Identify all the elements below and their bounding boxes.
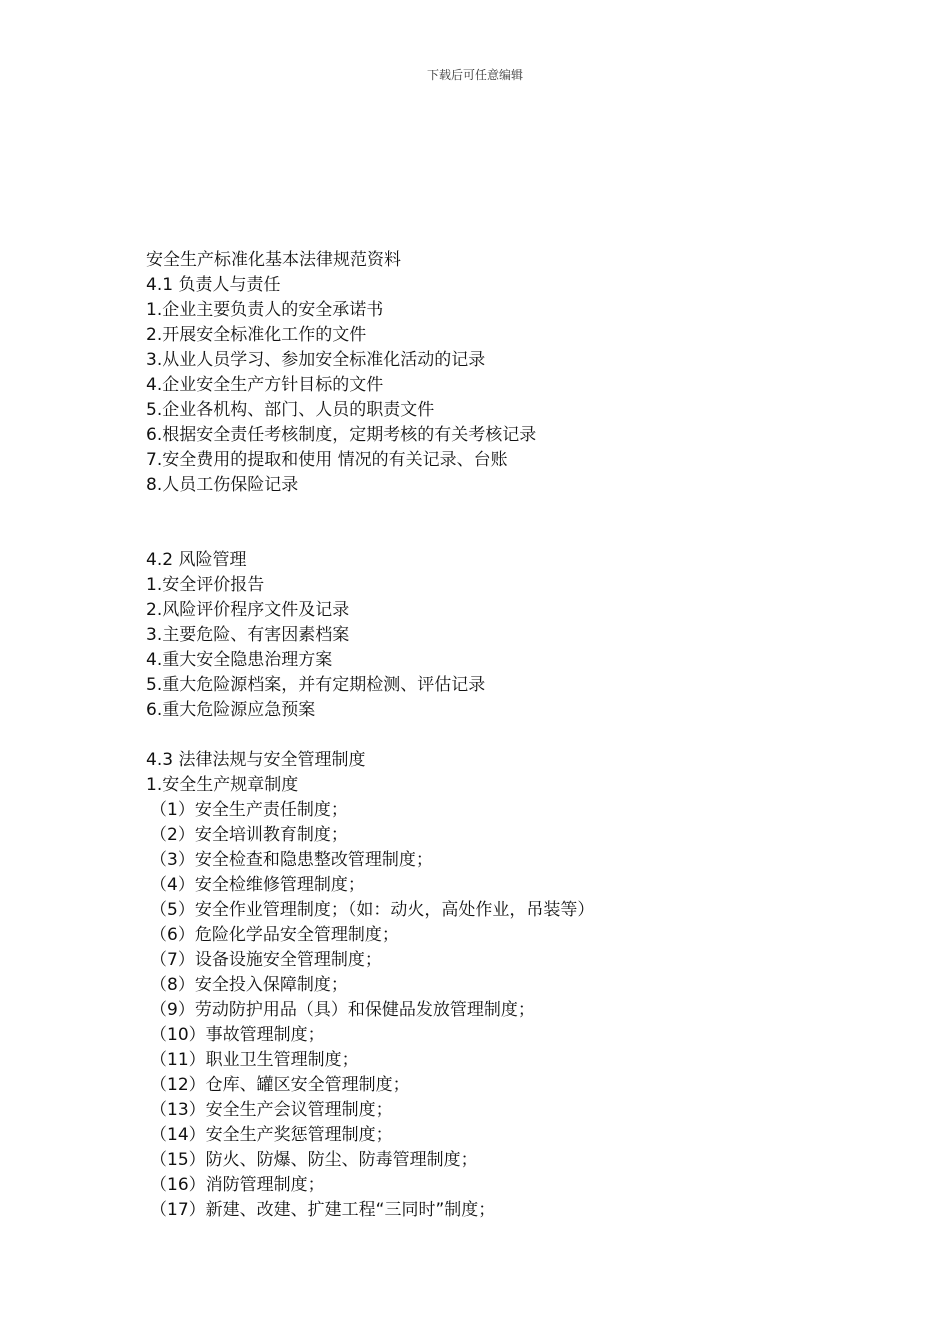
- list-item: 7.安全费用的提取和使用 情况的有关记录、台账: [146, 450, 508, 470]
- sub-list-item: （7）设备设施安全管理制度；: [150, 950, 382, 970]
- list-item: 4.企业安全生产方针目标的文件: [146, 375, 384, 395]
- sub-list-item: （12）仓库、罐区安全管理制度；: [150, 1075, 410, 1095]
- sub-list-item: （16）消防管理制度；: [150, 1175, 325, 1195]
- list-item: 2.风险评价程序文件及记录: [146, 600, 350, 620]
- sub-list-item: （3）安全检查和隐患整改管理制度；: [150, 850, 433, 870]
- sub-list-item: （11）职业卫生管理制度；: [150, 1050, 359, 1070]
- sub-list-item: （14）安全生产奖惩管理制度；: [150, 1125, 393, 1145]
- document-body: [146, 248, 866, 1223]
- document-title: 安全生产标准化基本法律规范资料: [146, 250, 401, 270]
- sub-list-item: （1）安全生产责任制度；: [150, 800, 348, 820]
- sub-list-item: （4）安全检维修管理制度；: [150, 875, 365, 895]
- list-item: 6.重大危险源应急预案: [146, 700, 316, 720]
- section-4-3: [146, 748, 866, 1223]
- sub-list-item: （10）事故管理制度；: [150, 1025, 325, 1045]
- sub-list-item: （2）安全培训教育制度；: [150, 825, 348, 845]
- list-item: 5.重大危险源档案，并有定期检测、评估记录: [146, 675, 486, 695]
- list-item: 3.从业人员学习、参加安全标准化活动的记录: [146, 350, 486, 370]
- section-heading: 4.2 风险管理: [146, 550, 247, 570]
- sub-list-item: （13）安全生产会议管理制度；: [150, 1100, 393, 1120]
- section-spacer: [146, 723, 866, 748]
- list-item: 6.根据安全责任考核制度，定期考核的有关考核记录: [146, 425, 537, 445]
- sub-list-item: （17）新建、改建、扩建工程“三同时”制度；: [150, 1200, 496, 1220]
- section-4-1: [146, 273, 866, 498]
- list-item: 1.企业主要负责人的安全承诺书: [146, 300, 384, 320]
- sub-list-item: （9）劳动防护用品（具）和保健品发放管理制度；: [150, 1000, 535, 1020]
- list-item: 4.重大安全隐患治理方案: [146, 650, 333, 670]
- list-item: 2.开展安全标准化工作的文件: [146, 325, 367, 345]
- page-header-note: 下载后可任意编辑: [426, 68, 523, 82]
- sub-list-item: （5）安全作业管理制度；（如：动火，高处作业，吊装等）: [150, 900, 595, 920]
- section-heading: 4.3 法律法规与安全管理制度: [146, 750, 366, 770]
- section-heading: 4.1 负责人与责任: [146, 275, 281, 295]
- list-item: 1.安全生产规章制度: [146, 775, 299, 795]
- list-item: 3.主要危险、有害因素档案: [146, 625, 350, 645]
- list-item: 1.安全评价报告: [146, 575, 265, 595]
- sub-list-item: （6）危险化学品安全管理制度；: [150, 925, 399, 945]
- section-4-2: [146, 548, 866, 723]
- section-spacer: [146, 498, 866, 548]
- list-item: 8.人员工伤保险记录: [146, 475, 299, 495]
- sub-list-item: （15）防火、防爆、防尘、防毒管理制度；: [150, 1150, 478, 1170]
- list-item: 5.企业各机构、部门、人员的职责文件: [146, 400, 435, 420]
- sub-list-item: （8）安全投入保障制度；: [150, 975, 348, 995]
